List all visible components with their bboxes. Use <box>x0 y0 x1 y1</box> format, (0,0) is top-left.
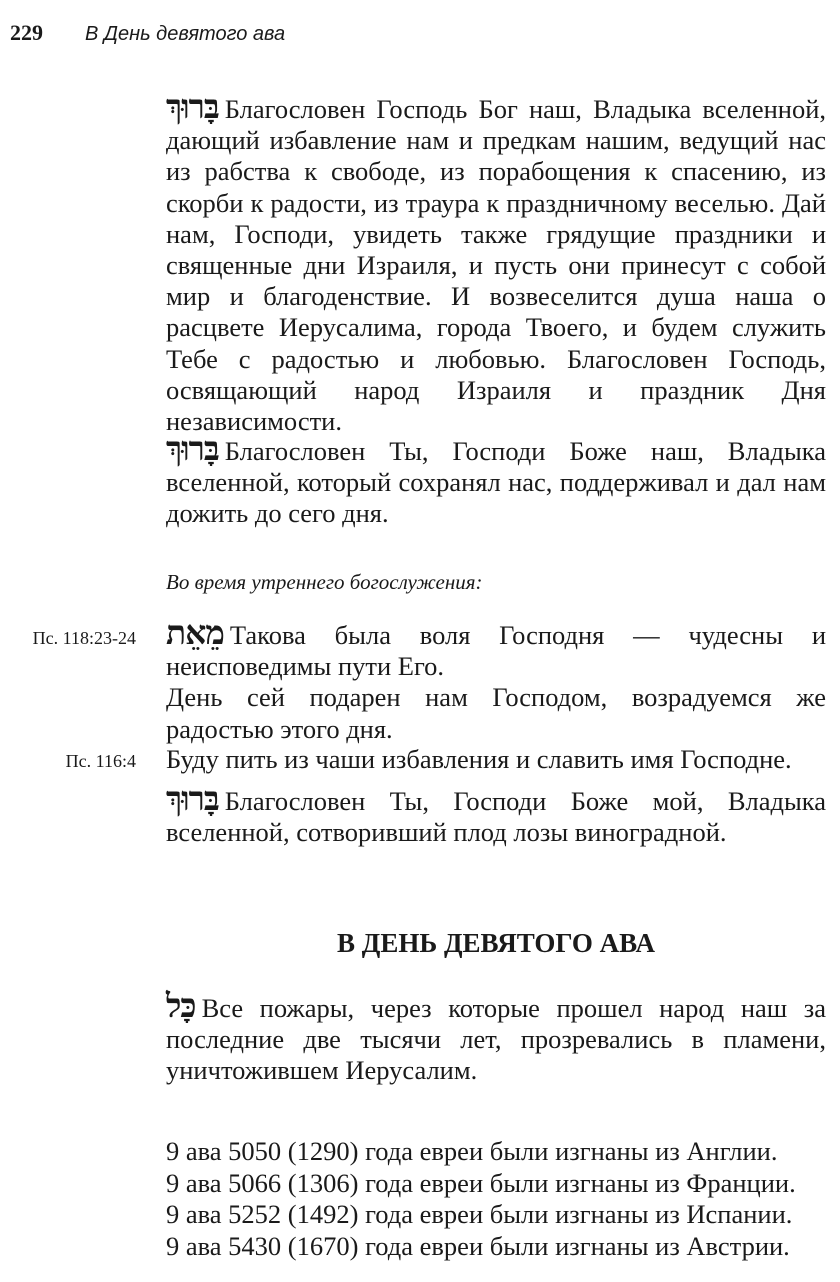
hebrew-incipit: מֵאֵת <box>166 613 224 652</box>
verse-text-continued: День сей подарен нам Господом, возрадуемся же радостью этого дня. <box>166 682 826 744</box>
verse-text: Такова была воля Господня — чудесны и неисповедимы пути Его. <box>166 620 826 682</box>
hebrew-incipit: בָּרוּךְ <box>166 87 219 126</box>
list-item: 9 ава 5050 (1290) года евреи были изгнаны из Англии. <box>166 1136 778 1166</box>
psalm-verse-2 <box>166 744 826 775</box>
verse-text: Буду пить из чаши избавления и славить имя Господне. <box>166 744 792 774</box>
rubric-note: Во время утреннего богослужения: <box>166 570 483 594</box>
verse-reference: Пс. 116:4 <box>65 751 136 771</box>
hebrew-incipit: כָּל <box>166 986 196 1025</box>
hebrew-incipit: בָּרוּךְ <box>166 779 219 818</box>
events-list <box>166 1136 836 1262</box>
list-item: 9 ава 5430 (1670) года евреи были изгнаны из Австрии. <box>166 1230 790 1261</box>
prayer-blessing-2 <box>166 429 826 530</box>
prayer-text: Благословен Господь Бог наш, Владыка вселенной, дающий избавление нам и предкам нашим, ведущий нас из рабства к свободе, из порабощения к спасению, из скорби к радости, из траура к праздничному веселью. Дай нам, Господи, увидеть также грядущие праздники и священные дни Израиля, и пусть они принесут с собой мир и благоденствие. И возвеселится душа наша о расцвете Иерусалима, города Твоего, и будем служить Тебе с радостью и любовью. Благословен Господь, освящающий народ Израиля и праздник Дня независимости. <box>166 94 826 437</box>
page-number: 229 <box>10 20 43 45</box>
page-header <box>10 20 285 54</box>
prayer-text: Благословен Ты, Господи Боже мой, Владыка вселенной, сотворивший плод лозы виноградной. <box>166 786 826 848</box>
section-title: В ДЕНЬ ДЕВЯТОГО АВА <box>337 928 655 958</box>
section-text: Все пожары, через которые прошел народ наш за последние две тысячи лет, прозревались в пламени, уничтожившем Иерусалим. <box>166 993 826 1086</box>
list-item: 9 ава 5252 (1492) года евреи были изгнаны из Испании. <box>166 1199 793 1229</box>
prayer-text: Благословен Ты, Господи Боже наш, Владыка вселенной, который сохранял нас, поддерживал и дал нам дожить до сего дня. <box>166 436 826 529</box>
verse-reference: Пс. 118:23-24 <box>32 628 136 648</box>
hebrew-incipit: בָּרוּךְ <box>166 429 219 468</box>
section-intro <box>166 986 826 1087</box>
prayer-blessing-3 <box>166 779 826 848</box>
psalm-verse-1 <box>166 613 826 745</box>
list-item: 9 ава 5066 (1306) года евреи были изгнаны из Франции. <box>166 1167 796 1198</box>
running-head: В День девятого ава <box>85 23 286 45</box>
prayer-blessing-1 <box>166 87 826 437</box>
